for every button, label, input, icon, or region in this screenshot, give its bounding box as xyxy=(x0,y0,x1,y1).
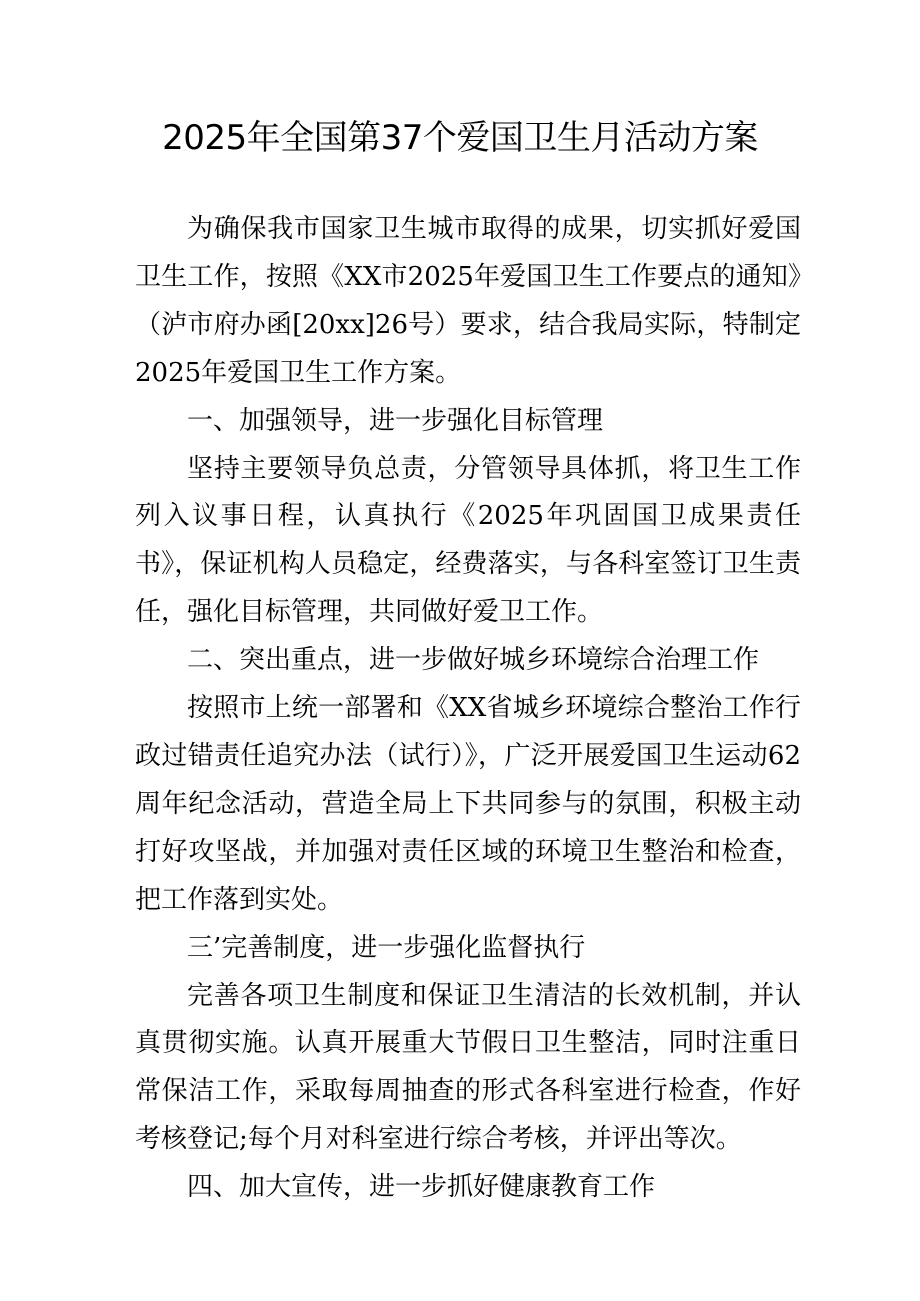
document-title: 2025年全国第37个爱国卫生月活动方案 xyxy=(162,118,758,158)
section-heading-3: 三’完善制度，进一步强化监督执行 xyxy=(187,932,586,963)
document-body xyxy=(135,206,801,1212)
section-paragraph-2: 按照市上统一部署和《XX省城乡环境综合整治工作行政过错责任追究办法（试行）》，广泛开展爱国卫生运动62周年纪念活动，营造全局上下共同参与的氛围，积极主动打好攻坚战，并加强对责任区域的环境卫生整治和检查，把工作落到实处。 xyxy=(135,693,801,915)
section-paragraph-1: 坚持主要领导负总责，分管领导具体抓，将卫生工作列入议事日程，认真执行《2025年巩固国卫成果责任书》，保证机构人员稳定，经费落实，与各科室签订卫生责任，强化目标管理，共同做好爱卫工作。 xyxy=(135,453,801,628)
section-heading-1: 一、加强领导，进一步强化目标管理 xyxy=(187,405,604,436)
section-paragraph-3: 完善各项卫生制度和保证卫生清洁的长效机制，并认真贯彻实施。认真开展重大节假日卫生整洁，同时注重日常保洁工作，采取每周抽查的形式各科室进行检查，作好考核登记;每个月对科室进行综合考核，并评出等次。 xyxy=(135,980,801,1155)
section-heading-2: 二、突出重点，进一步做好城乡环境综合治理工作 xyxy=(187,645,760,676)
section-heading-4: 四、加大宣传，进一步抓好健康教育工作 xyxy=(187,1172,656,1203)
intro-paragraph: 为确保我市国家卫生城市取得的成果，切实抓好爱国卫生工作，按照《XX市2025年爱国卫生工作要点的通知》（泸市府办函[20xx]26号）要求，结合我局实际，特制定2025年爱国卫生工作方案。 xyxy=(135,214,801,388)
